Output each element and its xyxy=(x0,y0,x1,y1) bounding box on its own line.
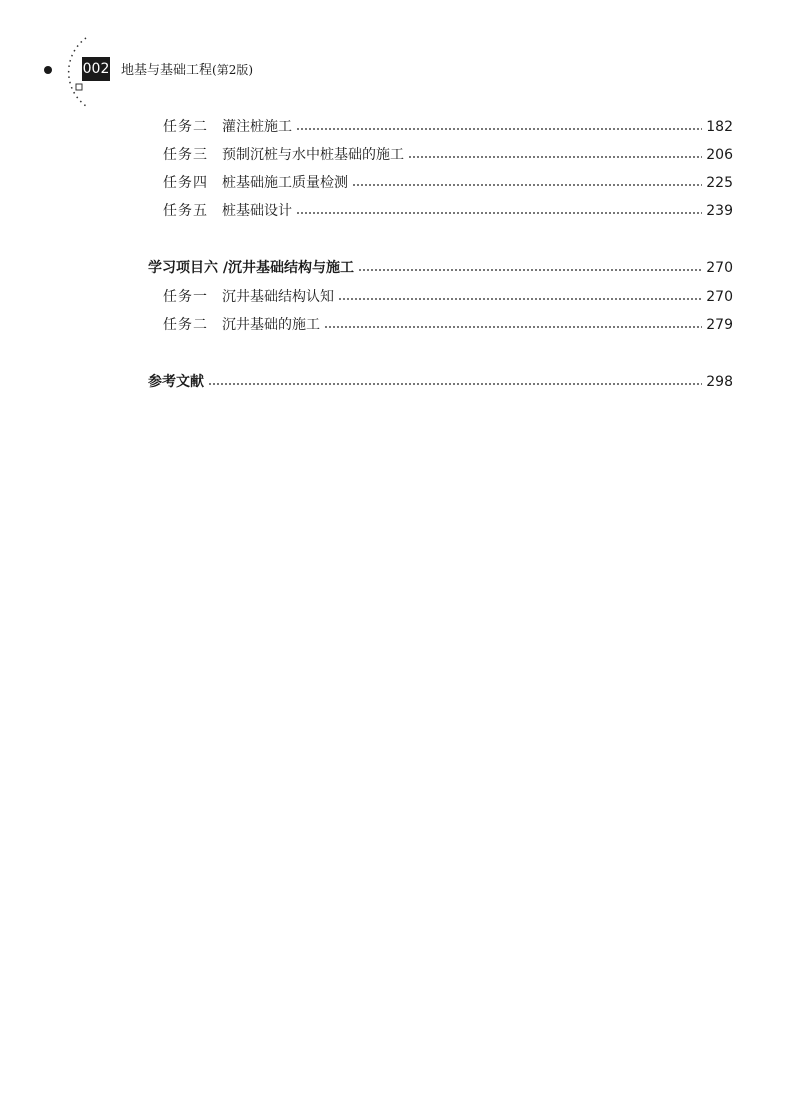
toc-entry-page: 270 xyxy=(706,289,733,305)
book-edition: (第2版) xyxy=(212,63,254,77)
toc-references-entry[interactable] xyxy=(148,371,733,393)
leader-dots xyxy=(408,156,702,158)
toc-references-title: 参考文献 xyxy=(148,374,204,390)
page-number: 002 xyxy=(82,57,110,81)
toc-entry-page: 225 xyxy=(706,175,733,191)
page-header xyxy=(0,0,790,110)
toc-entry-page: 270 xyxy=(706,260,733,276)
toc-entry[interactable] xyxy=(163,116,733,138)
leader-dots xyxy=(208,383,702,385)
toc-entry-title: 沉井基础的施工 xyxy=(222,317,320,333)
toc-entry[interactable] xyxy=(163,314,733,336)
toc-entry-page: 298 xyxy=(706,374,733,390)
small-square-icon xyxy=(76,84,82,90)
toc-entry[interactable] xyxy=(163,144,733,166)
leader-dots xyxy=(296,128,702,130)
toc-entry-number: 任务一 xyxy=(163,289,208,305)
toc-entry[interactable] xyxy=(163,286,733,308)
toc-entry-page: 206 xyxy=(706,147,733,163)
leader-dots xyxy=(338,298,702,300)
toc-entry-page: 279 xyxy=(706,317,733,333)
leader-dots xyxy=(352,184,702,186)
book-title xyxy=(121,61,253,80)
toc-entry-number: 任务五 xyxy=(163,203,208,219)
toc-entry-number: 任务四 xyxy=(163,175,208,191)
toc-project-title: 学习项目六 /沉井基础结构与施工 xyxy=(148,260,354,276)
toc-entry-page: 182 xyxy=(706,119,733,135)
toc-entry-title: 预制沉桩与水中桩基础的施工 xyxy=(222,147,404,163)
toc-entry-title: 沉井基础结构认知 xyxy=(222,289,334,305)
toc-entry[interactable] xyxy=(163,200,733,222)
toc-entry-number: 任务三 xyxy=(163,147,208,163)
bullet-dot-icon xyxy=(44,66,52,74)
toc-entry-title: 灌注桩施工 xyxy=(222,119,292,135)
toc-entry-title: 桩基础设计 xyxy=(222,203,292,219)
leader-dots xyxy=(358,269,702,271)
toc-entry-number: 任务二 xyxy=(163,119,208,135)
toc-entry-number: 任务二 xyxy=(163,317,208,333)
toc-entry[interactable] xyxy=(163,172,733,194)
toc-project-entry[interactable] xyxy=(148,257,733,279)
header-decoration-icon xyxy=(0,0,120,110)
leader-dots xyxy=(296,212,702,214)
toc-entry-title: 桩基础施工质量检测 xyxy=(222,175,348,191)
toc-entry-page: 239 xyxy=(706,203,733,219)
book-title-main: 地基与基础工程 xyxy=(121,63,213,78)
leader-dots xyxy=(324,326,702,328)
